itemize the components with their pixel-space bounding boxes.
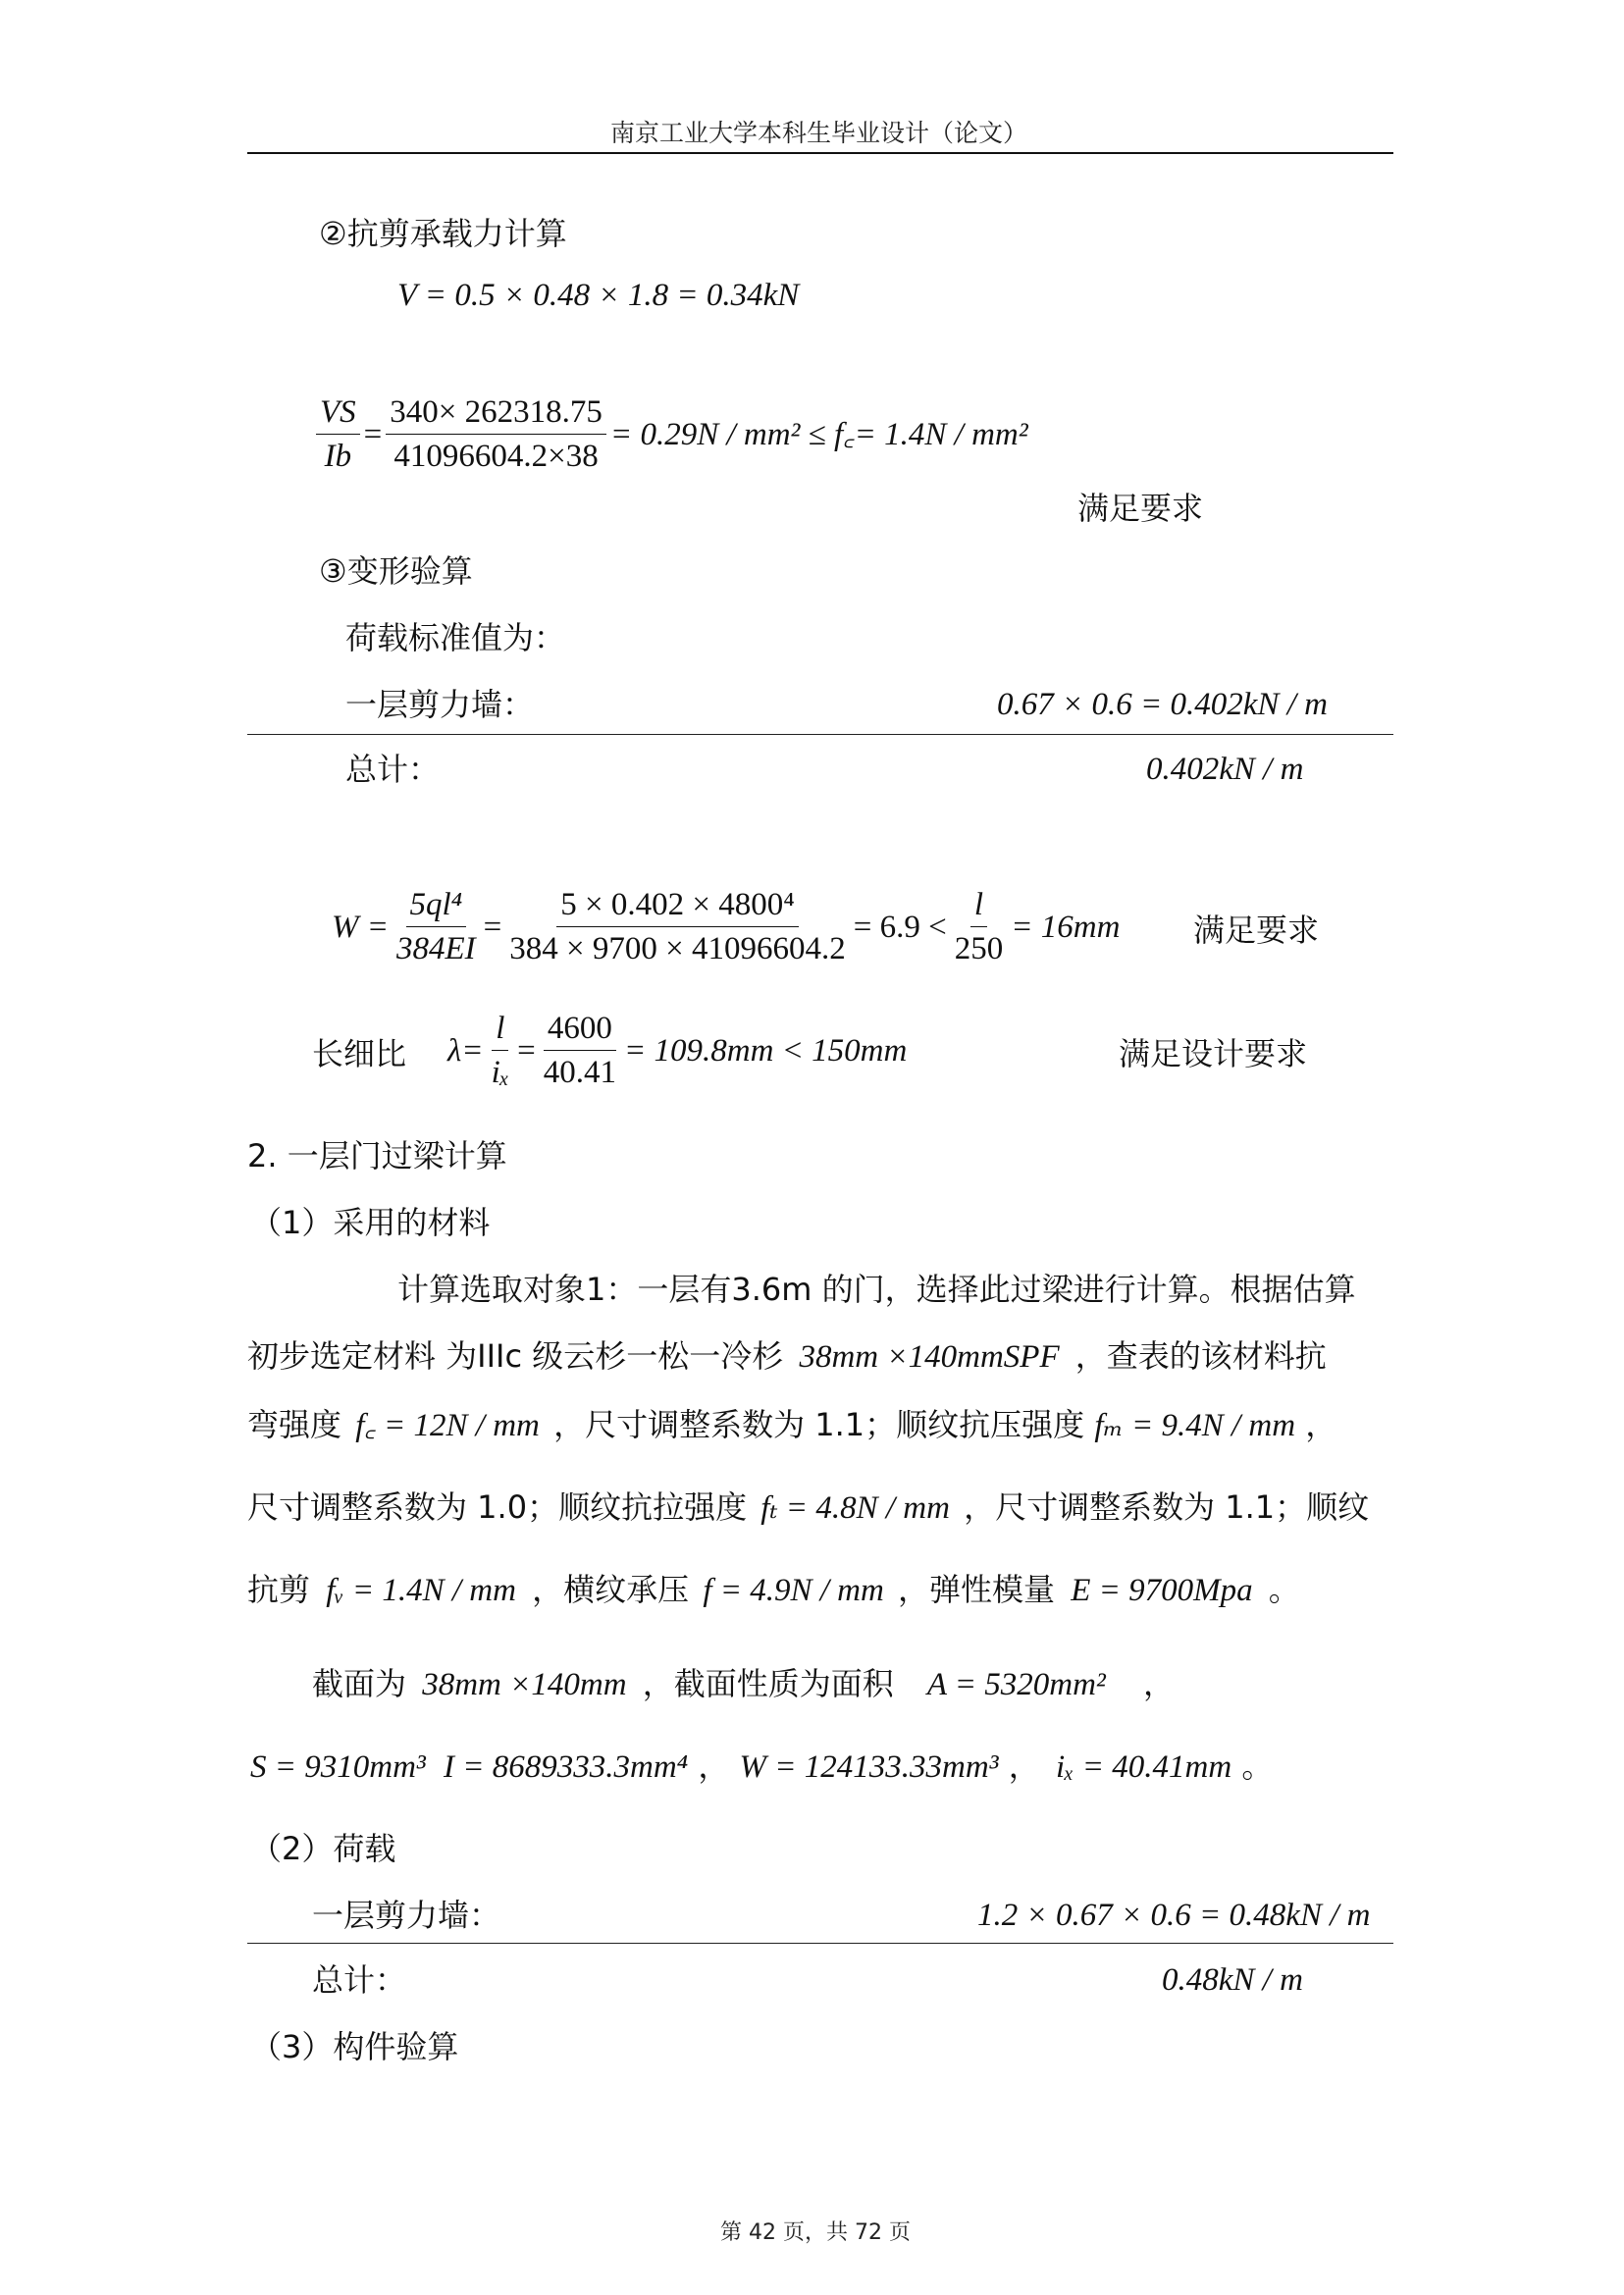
fraction-denominator: 41096604.2×38 bbox=[393, 439, 599, 474]
check-ok-deflection: 满足要求 bbox=[1193, 912, 1320, 949]
fraction-numerator: 5 × 0.402 × 4800⁴ bbox=[556, 883, 798, 927]
fraction-numerator: l bbox=[492, 1007, 508, 1051]
page-header-title: 南京工业大学本科生毕业设计（论文） bbox=[610, 119, 1028, 147]
fraction-numerator: 340× 262318.75 bbox=[386, 391, 606, 435]
paragraph-line: S = 9310mm³ I = 8689333.3mm⁴ ， W = 124133.33mm³ ， iₓ = 40.41mm 。 bbox=[250, 1747, 1274, 1785]
section-heading-lintel: 2. 一层门过梁计算 bbox=[247, 1137, 507, 1174]
lambda-symbol: λ= bbox=[447, 1032, 484, 1069]
fraction-5ql4 bbox=[393, 883, 480, 970]
load-standard-title: 荷载标准值为： bbox=[345, 619, 566, 656]
slenderness-formula: λ= $\frac{l}{\text{iₓ}}$ = $\frac{4600}{40.41}$ = 109.8mm < 150mm bbox=[447, 1007, 907, 1094]
slenderness-result: = 109.8mm < 150mm bbox=[623, 1032, 908, 1069]
total-value: 0.402kN / m bbox=[1146, 752, 1304, 787]
shear-stress-result: = 0.29N / mm² ≤ f꜀= 1.4N / mm² bbox=[609, 416, 1028, 452]
fraction-deflection-values bbox=[505, 883, 849, 970]
paragraph-line: 弯强度 f꜀ = 12N / mm ，尺寸调整系数为 1.1；顺纹抗压强度 fₘ = 9.4N / mm ， bbox=[247, 1406, 1337, 1443]
wall-load-value: 1.2 × 0.67 × 0.6 = 0.48kN / m bbox=[977, 1898, 1371, 1933]
subheading-materials: （1）采用的材料 bbox=[250, 1204, 491, 1241]
shear-force-formula: V = 0.5 × 0.48 × 1.8 = 0.34kN bbox=[397, 278, 800, 313]
subheading-member-check: （3）构件验算 bbox=[250, 2028, 459, 2065]
deflection-result: = 16mm bbox=[1011, 909, 1121, 945]
fraction-denominator: 384EI bbox=[396, 931, 476, 966]
total-label: 总计： bbox=[345, 751, 441, 788]
fraction-denominator: Ib bbox=[324, 439, 352, 474]
wall-load-value: 0.67 × 0.6 = 0.402kN / m bbox=[997, 687, 1328, 722]
page-footer: 第 42 页，共 72 页 bbox=[720, 2220, 911, 2245]
fraction-denominator: 40.41 bbox=[543, 1055, 616, 1090]
sum-rule bbox=[247, 1943, 1393, 1944]
fraction-denominator: 384 × 9700 × 41096604.2 bbox=[509, 931, 846, 966]
paragraph-line: 抗剪 fᵥ = 1.4N / mm ，横纹承压 f = 4.9N / mm ，弹性模量 E = 9700Mpa 。 bbox=[247, 1571, 1300, 1608]
fraction-numerator: 4600 bbox=[544, 1007, 616, 1051]
wall-load-label: 一层剪力墙： bbox=[345, 686, 535, 723]
total-label: 总计： bbox=[312, 1961, 407, 1999]
deflection-mid: = 6.9 < bbox=[853, 909, 947, 945]
fraction-slenderness-values bbox=[540, 1007, 620, 1094]
section-heading-shear: ②抗剪承载力计算 bbox=[319, 215, 567, 252]
fraction-numerator: 5ql⁴ bbox=[406, 883, 467, 927]
shear-stress-formula: $\frac{VS}{Ib}$ = $\frac{340\times 262318.75}{41096604.2\times 38}$ = 0.29N / mm² ≤ f꜀= 1.4N / mm² bbox=[312, 391, 1028, 478]
fraction-shear-values bbox=[386, 391, 606, 478]
section-heading-deformation: ③变形验算 bbox=[319, 552, 473, 590]
paragraph-line: 截面为 38mm ×140mm ，截面性质为面积 A = 5320mm² ， bbox=[312, 1665, 1175, 1702]
paragraph-line: 尺寸调整系数为 1.0；顺纹抗拉强度 fₜ = 4.8N / mm ，尺寸调整系数为 1.1；顺纹 bbox=[247, 1488, 1370, 1526]
fraction-numerator: VS bbox=[316, 391, 360, 435]
check-ok-shear: 满足要求 bbox=[1077, 490, 1204, 527]
fraction-denominator: 250 bbox=[954, 931, 1004, 966]
fraction-l-250 bbox=[951, 883, 1008, 970]
deflection-formula: W = $\frac{\text{5ql⁴}}{384EI}$ = $\frac{\text{5 × 0.402 × 4800⁴}}{384 \times 9700 \times 41096604.2}$ = 6.9 < $\frac{l}{250}$ = 16mm bbox=[332, 883, 1120, 970]
paragraph-line: 初步选定材料 为IIIc 级云杉一松一冷杉 38mm ×140mmSPF ，查表的该材料抗 bbox=[247, 1337, 1327, 1375]
total-value: 0.48kN / m bbox=[1162, 1962, 1303, 1998]
fraction-numerator: l bbox=[970, 883, 987, 927]
fraction-vs-ib bbox=[316, 391, 360, 478]
deflection-lhs: W = bbox=[332, 909, 390, 945]
paragraph-line: 计算选取对象1：一层有3.6m 的门，选择此过梁进行计算。根据估算 bbox=[397, 1271, 1356, 1308]
fraction-l-ix bbox=[488, 1007, 514, 1094]
wall-load-label: 一层剪力墙： bbox=[312, 1897, 501, 1934]
check-ok-slenderness: 满足设计要求 bbox=[1119, 1035, 1308, 1072]
fraction-denominator: iₓ bbox=[491, 1055, 510, 1090]
slenderness-label: 长细比 bbox=[312, 1035, 407, 1072]
sum-rule bbox=[247, 734, 1393, 735]
header-rule bbox=[247, 152, 1393, 154]
subheading-load: （2）荷载 bbox=[250, 1830, 396, 1867]
